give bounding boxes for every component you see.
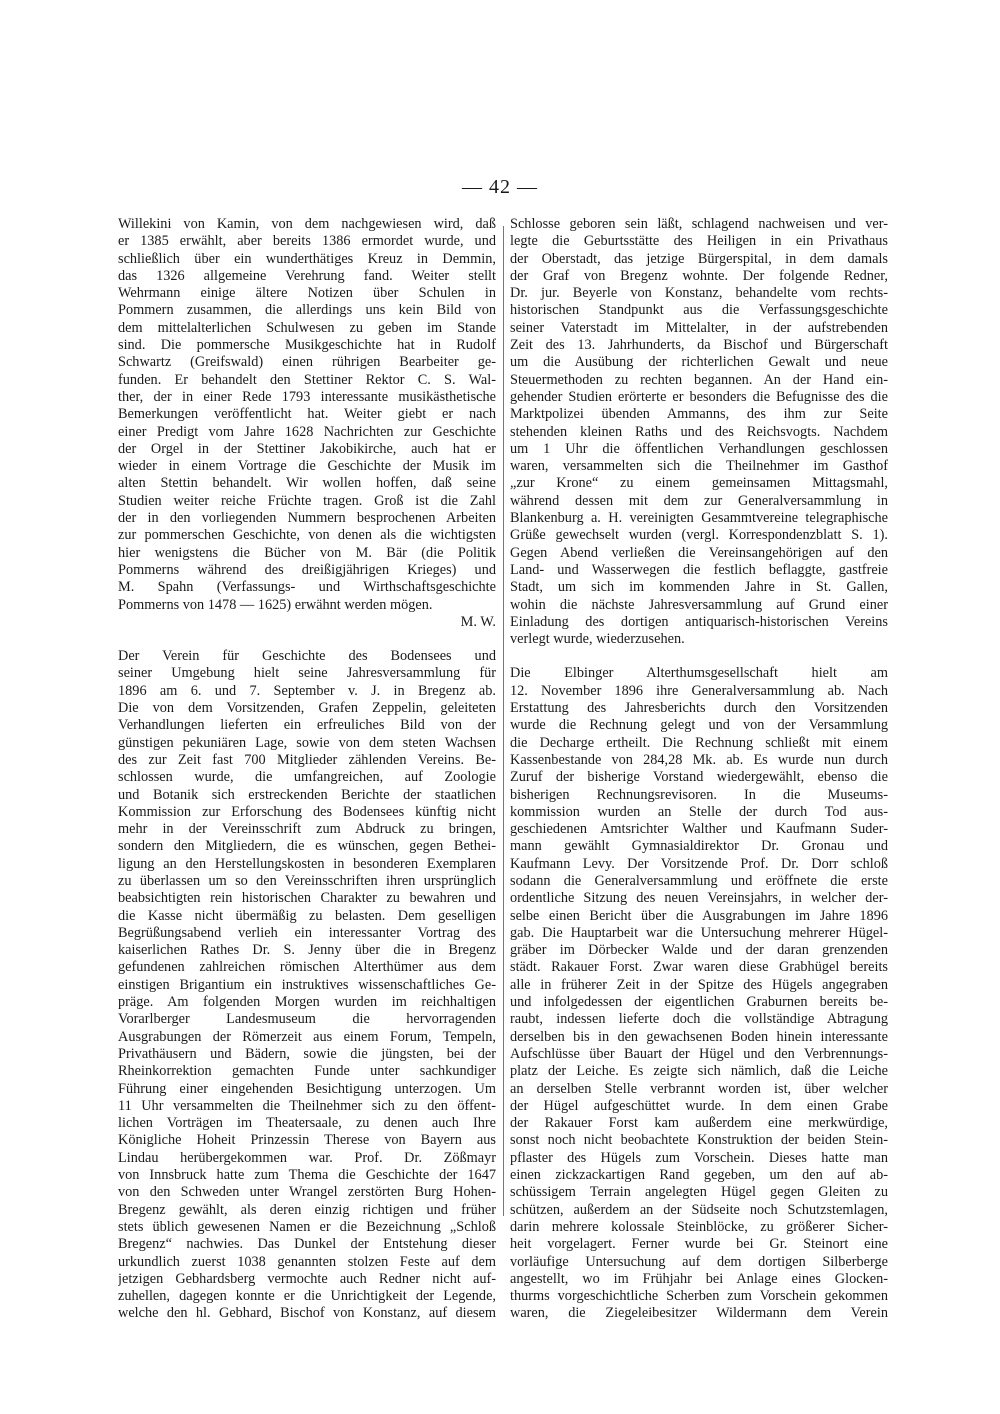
text-line: Kommission zur Erforschung des Bodensees künftig nicht	[118, 803, 496, 820]
text-line: Willekini von Kamin, von dem nachgewiesen wird, daß	[118, 216, 496, 232]
text-line: geschiedenen Amtsrichter Walther und Kaufmann Suder-	[510, 821, 888, 838]
text-line: präge. Am folgenden Morgen wurden im reichhaltigen	[118, 994, 496, 1011]
text-line: Begrüßungsabend verlieh ein interessanter Vortrag des	[118, 924, 496, 941]
text-line: ordentliche Sitzung des neuen Vereinsjahrs, in welcher der-	[510, 890, 888, 907]
text-line: schließlich über ein wunderthätiges Kreuz in Demmin,	[118, 250, 496, 267]
text-line: funden. Er behandelt den Stettiner Rektor C. S. Wal-	[118, 371, 496, 388]
column-divider	[503, 226, 504, 1216]
text-line: Zeit des 13. Jahrhunderts, da Bischof und Bürgerschaft	[510, 337, 888, 354]
text-line: Pommerns von 1478 — 1625) erwähnt werden mögen.	[118, 596, 433, 613]
text-line: ther, der in einer Rede 1793 interessante musikästhetische	[118, 388, 496, 405]
text-line: und Botanik sich erstreckenden Berichte der staatlichen	[118, 786, 496, 803]
text-line: einer Predigt vom Jahre 1628 Nachrichten zur Geschichte	[118, 423, 496, 440]
text-line: die Decharge ertheilt. Die Rechnung schließt mit einem	[510, 734, 888, 751]
text-line: sonst noch nicht beobachtete Konstruktion der beiden Stein-	[510, 1132, 888, 1149]
text-line: Pommerns während des dreißigjährigen Krieges) und	[118, 561, 496, 578]
text-line: einstigen Brigantium ein instruktives wissenschaftliches Ge-	[118, 976, 496, 993]
text-line: die Kasse nicht übermäßig zu belasten. Dem geselligen	[118, 907, 496, 924]
text-line: Die von dem Vorsitzenden, Grafen Zeppelin, geleiteten	[118, 700, 496, 717]
text-line: einen zickzackartigen Rand gegeben, um den auf ab-	[510, 1167, 888, 1184]
text-line: Einladung des dortigen antiquarisch-historischen Vereins	[510, 613, 888, 630]
text-line: zur pommerschen Geschichte, von denen als die wichtigsten	[118, 527, 496, 544]
text-line: mehr in der Vereinsschrift zum Abdruck zu bringen,	[118, 821, 496, 838]
text-line: der Hügel aufgeschüttet wurde. In dem einen Grabe	[510, 1097, 888, 1114]
text-line: platz der Leiche. Es zeigte sich nämlich, daß die Leiche	[510, 1063, 888, 1080]
text-line: während dessen mit dem zur Generalversammlung in	[510, 492, 888, 509]
text-line: pflaster des Hügels zum Vorschein. Dieses hatte man	[510, 1149, 888, 1166]
text-line: Grüße gewechselt wurden (vergl. Korrespondenzblatt S. 1).	[510, 527, 888, 544]
text-line: der Oberstadt, das jetzige Bürgerspital, in dem damals	[510, 250, 888, 267]
text-line: gräber im Dörbecker Walde und der daran grenzenden	[510, 942, 888, 959]
text-line: von Innsbruck hatte zum Thema die Geschichte der 1647	[118, 1167, 496, 1184]
text-line: Kaufmann Levy. Der Vorsitzende Prof. Dr. Dorr schloß	[510, 855, 888, 872]
text-line: darin mehrere kolossale Steinblöcke, zu größerer Sicher-	[510, 1218, 888, 1235]
text-line: wohin die nächste Jahresversammlung auf Grund einer	[510, 596, 888, 613]
text-line: er 1385 erwählt, aber bereits 1386 ermordet wurde, und	[118, 233, 496, 250]
text-line: an derselben Stelle verbrannt worden ist, über welcher	[510, 1080, 888, 1097]
text-line: Kassenbestande von 284,28 Mk. ab. Es wurde nun durch	[510, 751, 888, 768]
text-line: ligung an den Herstellungskosten in besonderen Exemplaren	[118, 855, 496, 872]
text-line: Verhandlungen lieferten ein erfreuliches Bild von der	[118, 717, 496, 734]
text-line: 1896 am 6. und 7. September v. J. in Bregenz ab.	[118, 682, 496, 699]
text-line: das 1326 allgemeine Verehrung fand. Weiter stellt	[118, 267, 496, 284]
text-line: Wehrmann einige ältere Notizen über Schulen in	[118, 285, 496, 302]
text-line: bisherigen Rechnungsrevisoren. In die Museums-	[510, 786, 888, 803]
text-line: von den Schweden unter Wrangel zerstörten Burg Hohen-	[118, 1184, 496, 1201]
text-line: schlossen wurde, die umfangreichen, auf Zoologie	[118, 769, 496, 786]
text-line: Bregenz“ nachwies. Das Dunkel der Entstehung dieser	[118, 1236, 496, 1253]
text-line: 11 Uhr versammelten die Theilnehmer sich zu den öffent-	[118, 1097, 496, 1114]
text-line: kaiserlichen Rathes Dr. S. Jenny über die in Bregenz	[118, 942, 496, 959]
text-line: stehenden kleinen Raths und des Reichsvogts. Nachdem	[510, 423, 888, 440]
text-line: Die Elbinger Alterthumsgesellschaft hielt am	[510, 665, 888, 682]
text-line: raubt, indessen lieferte doch die vollständige Abtragung	[510, 1011, 888, 1028]
text-line: um 1 Uhr die öffentlichen Verhandlungen geschlossen	[510, 440, 888, 457]
text-line: Privathäusern und Bädern, sowie die jüngsten, bei der	[118, 1045, 496, 1062]
text-line: gehender Studien erörterte er besonders die Befugnisse des die	[510, 388, 888, 405]
text-line: M. W.	[460, 613, 496, 630]
text-line: wieder in einem Vortrage die Geschichte der Musik im	[118, 458, 496, 475]
text-line: Pommern zusammen, die allerdings uns kein Bild von	[118, 302, 496, 319]
text-line: schützen, außerdem an der Südseite noch Schutzstemlagen,	[510, 1201, 888, 1218]
text-line: Studien weiter reiche Früchte tragen. Groß ist die Zahl	[118, 492, 496, 509]
left-column	[118, 216, 496, 1323]
text-line: heit vorgelagert. Ferner wurde bei Gr. Steinort eine	[510, 1236, 888, 1253]
text-line: beabsichtigten rein historischen Charakter zu bewahren und	[118, 890, 496, 907]
text-line: zuhellen, dagegen konnte er die Unrichtigkeit der Legende,	[118, 1288, 496, 1305]
text-line: selbe einen Bericht über die Ausgrabungen im Jahre 1896	[510, 907, 888, 924]
text-line: wurde die Rechnung gelegt und von der Versammlung	[510, 717, 888, 734]
text-line: Lindau herübergekommen war. Prof. Dr. Zößmayr	[118, 1149, 496, 1166]
text-line: um die Ausübung der richterlichen Gewalt und neue	[510, 354, 888, 371]
text-line: Der Verein für Geschichte des Bodensees und	[118, 648, 496, 665]
text-line: waren, die Ziegeleibesitzer Wildermann dem Verein	[510, 1305, 888, 1322]
text-line: welche den hl. Gebhard, Bischof von Konstanz, auf diesem	[118, 1305, 496, 1322]
paragraph-spacer	[510, 648, 888, 665]
text-line: städt. Rakauer Forst. Zwar waren diese Grabhügel bereits	[510, 959, 888, 976]
text-line: Land- und Wasserwegen die festlich beflaggte, gastfreie	[510, 561, 888, 578]
text-line: seiner Umgebung hielt seine Jahresversammlung für	[118, 665, 496, 682]
text-line: Schlosse geboren sein läßt, schlagend nachweisen und ver-	[510, 216, 888, 232]
text-line: Königliche Hoheit Prinzessin Therese von Bayern aus	[118, 1132, 496, 1149]
text-line: dem mittelalterlichen Schulwesen zu geben im Stande	[118, 319, 496, 336]
text-line: Steuermethoden zu rechten begannen. An der Hand ein-	[510, 371, 888, 388]
text-line: Bemerkungen veröffentlicht hat. Weiter giebt er nach	[118, 406, 496, 423]
text-line: kommission wurden an Stelle der durch Tod aus-	[510, 803, 888, 820]
text-line: legte die Geburtsstätte des Heiligen in ein Privathaus	[510, 233, 888, 250]
text-line: thurms vorgeschichtliche Scherben zum Vorschein gekommen	[510, 1288, 888, 1305]
text-line: Ausgrabungen der Römerzeit aus einem Forum, Tempeln,	[118, 1028, 496, 1045]
text-line: gab. Die Hauptarbeit war die Untersuchung mehrerer Hügel-	[510, 924, 888, 941]
text-line: M. Spahn (Verfassungs- und Wirthschaftsgeschichte	[118, 579, 496, 596]
text-line: der Graf von Bregenz wohnte. Der folgende Redner,	[510, 267, 888, 284]
text-line: historischen Standpunkt aus die Verfassungsgeschichte	[510, 302, 888, 319]
text-line: 12. November 1896 ihre Generalversammlung ab. Nach	[510, 682, 888, 699]
text-line: Zuruf der bisherige Vorstand wiedergewählt, ebenso die	[510, 769, 888, 786]
text-line: seiner Vaterstadt im Mittelalter, in der aufstrebenden	[510, 319, 888, 336]
text-line: der in den vorliegenden Nummern besprochenen Arbeiten	[118, 510, 496, 527]
text-line: schüssigem Terrain angelegten Hügel gegen Gleiten zu	[510, 1184, 888, 1201]
text-line: sind. Die pommersche Musikgeschichte hat in Rudolf	[118, 337, 496, 354]
text-line: sodann die Generalversammlung und eröffnete die erste	[510, 872, 888, 889]
text-line: alten Stettin behandelt. Wir wollen hoffen, daß seine	[118, 475, 496, 492]
text-line: Blankenburg a. H. vereinigten Gesammtvereine telegraphische	[510, 510, 888, 527]
paragraph-spacer	[118, 631, 496, 648]
text-line: mann gewählt Gymnasialdirektor Dr. Gronau und	[510, 838, 888, 855]
text-line: sondern den Mitgliedern, die es wünschen, gegen Bethei-	[118, 838, 496, 855]
text-line: Gegen Abend verließen die Vereinsangehörigen auf den	[510, 544, 888, 561]
text-line: alle in früherer Zeit in der Spitze des Hügels angegraben	[510, 976, 888, 993]
text-line: „zur Krone“ zu einem gemeinsamen Mittagsmahl,	[510, 475, 888, 492]
text-line: waren, versammelten sich die Theilnehmer im Gasthof	[510, 458, 888, 475]
text-line: Führung einer eingehenden Besichtigung unterzogen. Um	[118, 1080, 496, 1097]
text-line: lichen Vorträgen im Theatersaale, zu denen auch Ihre	[118, 1115, 496, 1132]
text-line: Erstattung des Jahresberichts durch den Vorsitzenden	[510, 700, 888, 717]
text-line: Bregenz gewählt, als deren einzig richtigen und früher	[118, 1201, 496, 1218]
text-line: derselben bis in den gewachsenen Boden hinein interessante	[510, 1028, 888, 1045]
text-line: Schwartz (Greifswald) einen rührigen Bearbeiter ge-	[118, 354, 496, 371]
text-line: gefundenen zahlreichen römischen Alterthümer aus dem	[118, 959, 496, 976]
text-line: zu überlassen um so den Vereinsschriften ihren ursprünglich	[118, 872, 496, 889]
text-line: jetzigen Gebhardsberg vermochte auch Redner nicht auf-	[118, 1270, 496, 1287]
text-line: Rheinkorrektion gemachten Funde unter sachkundiger	[118, 1063, 496, 1080]
text-line: des zur Zeit fast 700 Mitglieder zählenden Vereins. Be-	[118, 751, 496, 768]
text-line: verlegt wurde, wiederzusehen.	[510, 631, 685, 648]
text-line: günstigen pekuniären Lage, sowie von dem steten Wachsen	[118, 734, 496, 751]
text-line: Aufschlüsse über Bauart der Hügel und den Verbrennungs-	[510, 1045, 888, 1062]
text-line: der Rakauer Forst kam außerdem eine merkwürdige,	[510, 1115, 888, 1132]
text-line: hier wenigstens die Bücher von M. Bär (die Politik	[118, 544, 496, 561]
text-line: und infolgedessen der eigentlichen Graburnen bereits be-	[510, 994, 888, 1011]
text-line: Dr. jur. Beyerle von Konstanz, behandelte vom rechts-	[510, 285, 888, 302]
text-line: Vorarlberger Landesmuseum die hervorragenden	[118, 1011, 496, 1028]
text-line: angestellt, wo im Frühjahr bei Anlage eines Glocken-	[510, 1270, 888, 1287]
page-number: — 42 —	[462, 176, 538, 198]
text-line: Marktpolizei übenden Ammanns, des ihm zur Seite	[510, 406, 888, 423]
text-line: stets üblich gewesenen Namen er die Bezeichnung „Schloß	[118, 1218, 496, 1235]
right-column	[510, 216, 888, 1323]
text-line: vorläufige Untersuchung auf dem dortigen Silberberge	[510, 1253, 888, 1270]
text-line: Stadt, um sich im kommenden Jahre in St. Gallen,	[510, 579, 888, 596]
text-line: der Orgel in der Stettiner Jakobikirche, auch hat er	[118, 440, 496, 457]
text-line: urkundlich zuerst 1038 genannten stolzen Feste auf dem	[118, 1253, 496, 1270]
